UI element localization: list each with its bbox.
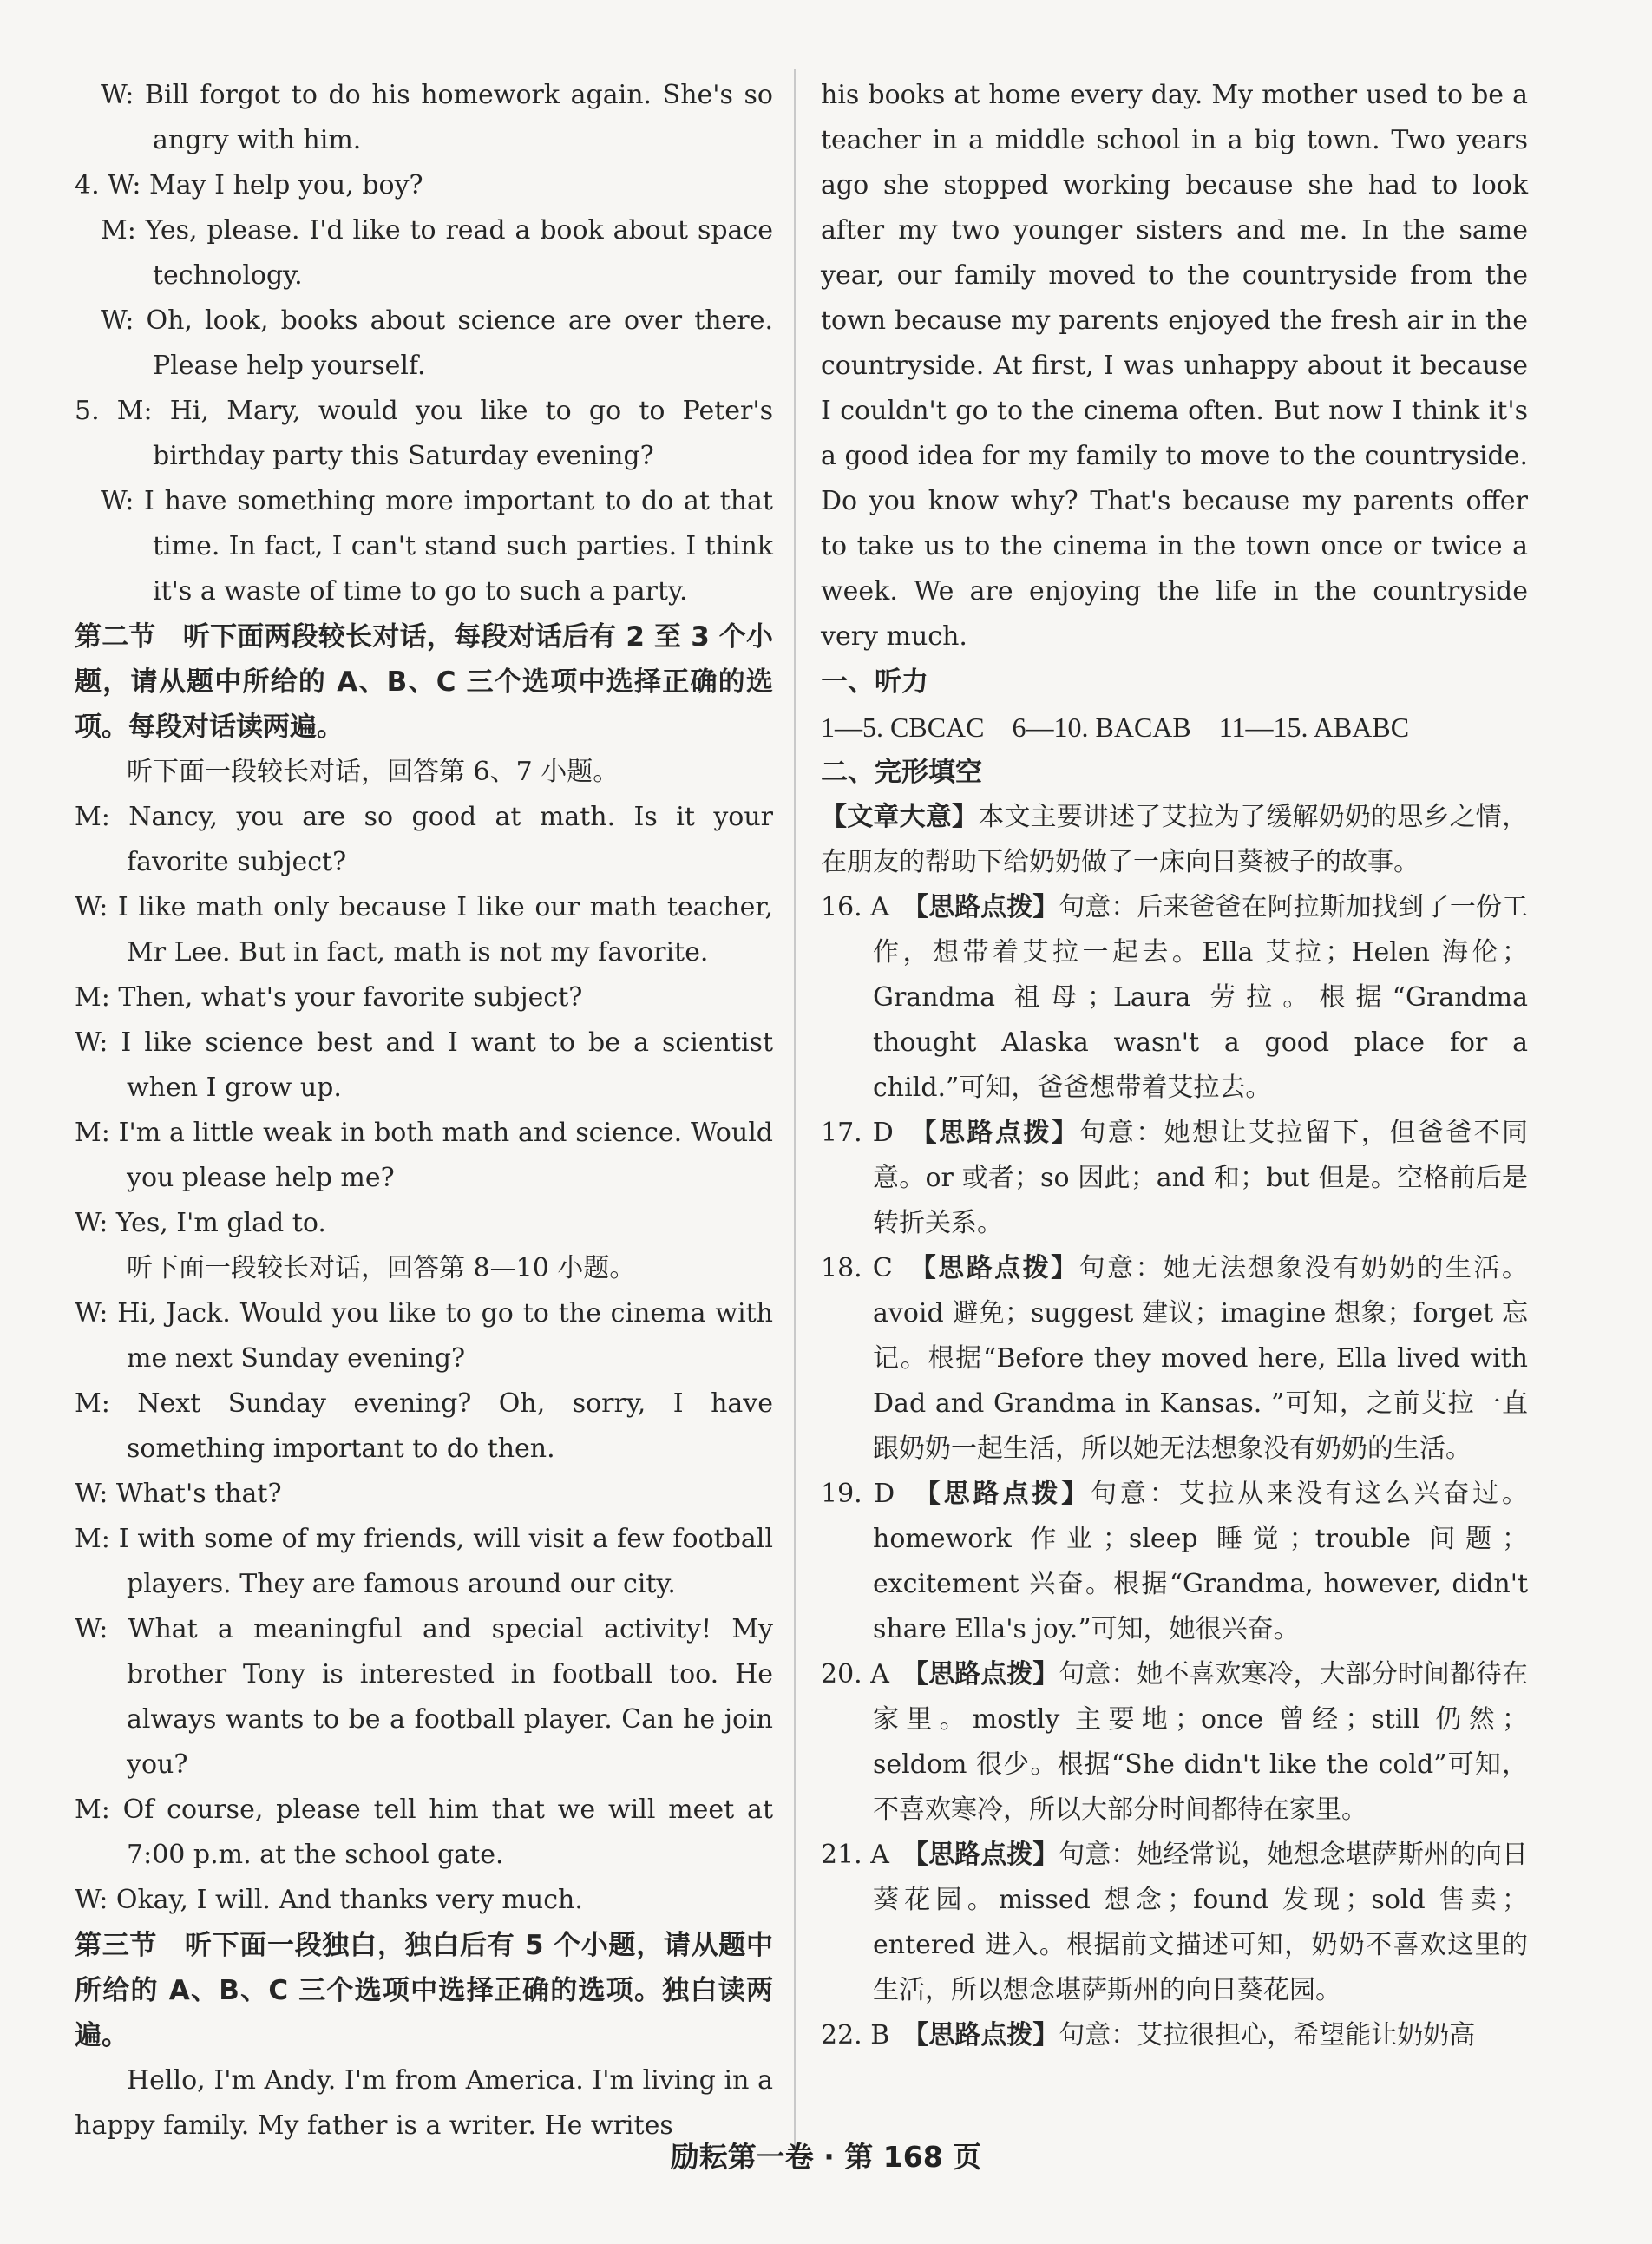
dialogue-line: M: Of course, please tell him that we will meet at 7:00 p.m. at the school gate. [75, 1795, 773, 1870]
dialogue-line: M: Yes, please. I'd like to read a book about space technology. [101, 215, 773, 291]
item-explanation: 句意：后来爸爸在阿拉斯加找到了一份工作，想带着艾拉一起去。Ella 艾拉；Helen 海伦；Grandma 祖母；Laura 劳拉。根据“Grandma thought Alaska wasn't a good place for a child.”可知，爸爸想带着艾拉去。 [873, 892, 1529, 1103]
right-column [821, 73, 1528, 2058]
dialogue-line: W: What a meaningful and special activity! My brother Tony is interested in football too. He always wants to be a football player. Can he join you? [75, 1614, 773, 1780]
dialogue-line: 5. M: Hi, Mary, would you like to go to Peter's birthday party this Saturday evening? [75, 396, 773, 471]
explanation-item [821, 1246, 1528, 1472]
dialogue-line: 4. W: May I help you, boy? [75, 170, 423, 200]
dialogue-line: M: Nancy, you are so good at math. Is it your favorite subject? [75, 802, 773, 877]
heading-listening: 一、听力 [821, 666, 928, 698]
column-divider [794, 69, 796, 2165]
tip-tag: 【思路点拨】 [915, 1659, 1059, 1690]
dialogue-line: M: I with some of my friends, will visit a few football players. They are famous around our city. [75, 1524, 773, 1599]
tip-tag: 【思路点拨】 [915, 1840, 1059, 1870]
explanation-item [821, 1472, 1528, 1652]
explanation-list [821, 885, 1528, 2058]
dialogue-line: W: Bill forgot to do his homework again. She's so angry with him. [101, 80, 773, 155]
answer-key: 1—5. CBCAC 6—10. BACAB 11—15. ABABC [821, 712, 1410, 743]
instruction-8-10: 听下面一段较长对话，回答第 8—10 小题。 [127, 1253, 636, 1283]
page-footer: 励耘第一卷 · 第 168 页 [670, 2140, 982, 2174]
dialogue-line: W: Oh, look, books about science are over there. Please help yourself. [101, 305, 773, 381]
item-number: 19. D [821, 1479, 895, 1509]
summary-tag: 【文章大意】 [821, 802, 979, 832]
explanation-item [821, 2013, 1528, 2058]
item-explanation: 句意：她无法想象没有奶奶的生活。avoid 避免；suggest 建议；imagine 想象；forget 忘记。根据“Before they moved here, Ella lived with Dad and Grandma in Kansas. ”可知，之前艾拉一直跟奶奶一起生活，所以她无法想象没有奶奶的生活。 [873, 1253, 1529, 1464]
dialogue-line: W: Okay, I will. And thanks very much. [75, 1885, 583, 1915]
tip-tag: 【思路点拨】 [927, 1479, 1092, 1509]
dialogue-line: W: Yes, I'm glad to. [75, 1208, 326, 1238]
item-explanation: 句意：她想让艾拉留下，但爸爸不同意。or 或者；so 因此；and 和；but 但是。空格前后是转折关系。 [873, 1118, 1528, 1238]
explanation-item [821, 1111, 1528, 1246]
item-explanation: 句意：她经常说，她想念堪萨斯州的向日葵花园。missed 想念；found 发现；sold 售卖；entered 进入。根据前文描述可知，奶奶不喜欢这里的生活，所以想念堪萨斯州的向日葵花园。 [873, 1840, 1529, 2005]
dialogue-line: W: Hi, Jack. Would you like to go to the cinema with me next Sunday evening? [75, 1298, 773, 1374]
item-explanation: 句意：艾拉从来没有这么兴奋过。homework 作业；sleep 睡觉；trouble 问题；excitement 兴奋。根据“Grandma, however, didn't share Ella's joy.”可知，她很兴奋。 [873, 1479, 1528, 1644]
monologue-text: Hello, I'm Andy. I'm from America. I'm living in a happy family. My father is a writer. He writes [75, 2065, 773, 2141]
dialogue-line: W: I like science best and I want to be a scientist when I grow up. [75, 1027, 773, 1103]
item-explanation: 句意：她不喜欢寒冷，大部分时间都待在家里。mostly 主要地；once 曾经；still 仍然；seldom 很少。根据“She didn't like the cold”可知，不喜欢寒冷，所以大部分时间都待在家里。 [873, 1659, 1529, 1825]
dialogue-line: W: I have something more important to do at that time. In fact, I can't stand such parties. I think it's a waste of time to go to such a party. [101, 486, 773, 607]
summary-paragraph [821, 795, 1528, 885]
tip-tag: 【思路点拨】 [922, 1253, 1079, 1283]
explanation-item [821, 885, 1528, 1111]
item-number: 22. B [821, 2020, 890, 2050]
explanation-item [821, 1833, 1528, 2013]
section-2-heading: 第二节 听下面两段较长对话，每段对话后有 2 至 3 个小题，请从题中所给的 A、B、C 三个选项中选择正确的选项。每段对话读两遍。 [75, 621, 773, 743]
item-number: 16. A [821, 892, 889, 922]
monologue-text: his books at home every day. My mother used to be a teacher in a middle school in a big town. Two years ago she stopped working because she had to look after my two younger sisters and me. In the same year, our family moved to the countryside from the town because my parents enjoyed the fresh air in the countryside. At first, I was unhappy about it because I couldn't go to the cinema often. But now I think it's a good idea for my family to move to the countryside. Do you know why? That's because my parents offer to take us to the cinema in the town once or twice a week. We are enjoying the life in the countryside very much. [821, 80, 1528, 652]
dialogue-line: W: What's that? [75, 1479, 282, 1509]
item-number: 21. A [821, 1840, 889, 1870]
item-number: 17. D [821, 1118, 894, 1148]
instruction-6-7: 听下面一段较长对话，回答第 6、7 小题。 [127, 757, 620, 787]
item-explanation: 句意：艾拉很担心，希望能让奶奶高 [1059, 2020, 1476, 2050]
section-3-heading: 第三节 听下面一段独白，独白后有 5 个小题，请从题中所给的 A、B、C 三个选项中选择正确的选项。独白读两遍。 [75, 1930, 773, 2051]
tip-tag: 【思路点拨】 [923, 1118, 1080, 1148]
heading-cloze: 二、完形填空 [821, 757, 982, 788]
summary-text: 本文主要讲述了艾拉为了缓解奶奶的思乡之情，在朋友的帮助下给奶奶做了一床向日葵被子的故事。 [821, 802, 1529, 877]
dialogue-line: M: Then, what's your favorite subject? [75, 982, 583, 1013]
dialogue-line: M: Next Sunday evening? Oh, sorry, I have something important to do then. [75, 1388, 773, 1464]
item-number: 18. C [821, 1253, 893, 1283]
left-column [75, 73, 773, 2149]
item-number: 20. A [821, 1659, 889, 1690]
tip-tag: 【思路点拨】 [915, 2020, 1059, 2050]
tip-tag: 【思路点拨】 [915, 892, 1059, 922]
dialogue-line: W: I like math only because I like our math teacher, Mr Lee. But in fact, math is not my favorite. [75, 892, 773, 968]
explanation-item [821, 1652, 1528, 1833]
dialogue-line: M: I'm a little weak in both math and science. Would you please help me? [75, 1118, 773, 1193]
